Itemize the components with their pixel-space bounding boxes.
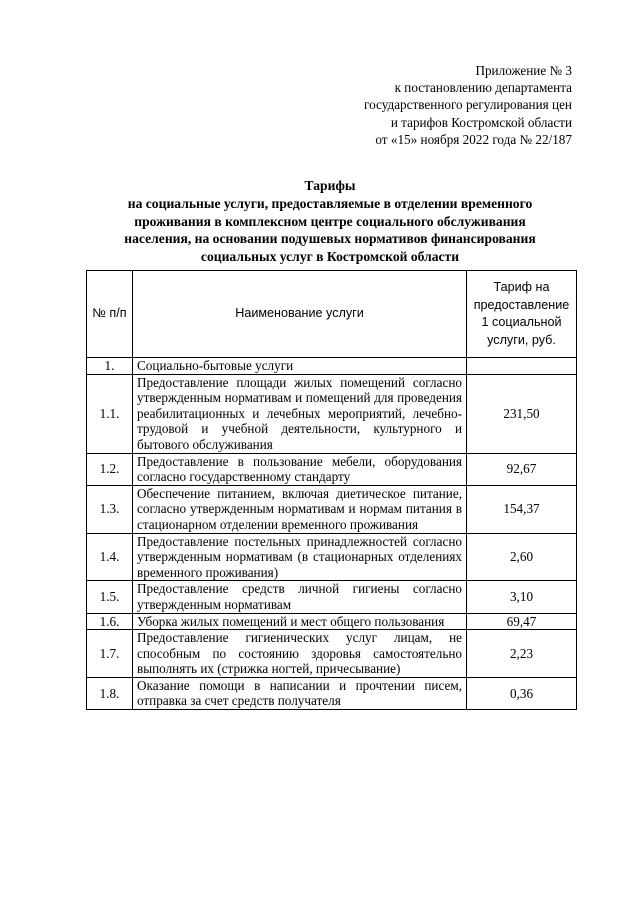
row-price: 2,23 [467, 630, 577, 678]
appendix-line: к постановлению департамента [394, 80, 572, 96]
title-line: социальных услуг в Костромской области [200, 249, 460, 265]
section-row [87, 358, 577, 375]
section-num: 1. [87, 358, 133, 375]
appendix-line: и тарифов Костромской области [390, 114, 572, 130]
appendix-line: от «15» ноября 2022 года № 22/187 [375, 131, 572, 147]
row-name: Предоставление средств личной гигиены согласно утвержденным нормативам [133, 581, 467, 613]
section-price [467, 358, 577, 375]
document-title [96, 177, 564, 266]
row-price: 154,37 [467, 485, 577, 533]
row-name: Обеспечение питанием, включая диетическое питание, согласно утвержденным нормативам и нормам питания в стационарном отделении временного проживания [133, 485, 467, 533]
row-name: Предоставление гигиенических услуг лицам, не способным по состоянию здоровья самостоятельно выполнять их (стрижка ногтей, причесывание) [133, 630, 467, 678]
table-row [87, 485, 577, 533]
section-name: Социально-бытовые услуги [133, 358, 467, 375]
row-num: 1.2. [87, 453, 133, 485]
table-row [87, 630, 577, 678]
appendix-line: государственного регулирования цен [364, 97, 572, 113]
title-heading: Тарифы [304, 178, 356, 193]
table-row [87, 677, 577, 709]
table-header-row [87, 271, 577, 358]
row-price: 92,67 [467, 453, 577, 485]
appendix-block [364, 62, 572, 148]
row-num: 1.6. [87, 613, 133, 630]
row-name: Предоставление постельных принадлежностей согласно утвержденным нормативам (в стационарных отделениях временного проживания) [133, 533, 467, 581]
row-price: 231,50 [467, 374, 577, 453]
row-name: Уборка жилых помещений и мест общего пользования [133, 613, 467, 630]
row-num: 1.3. [87, 485, 133, 533]
tariffs-table [86, 270, 577, 710]
table-row [87, 613, 577, 630]
table-row [87, 374, 577, 453]
header-price: Тариф на предоставление 1 социальной услуги, руб. [467, 271, 577, 358]
title-line: населения, на основании подушевых нормативов финансирования [124, 231, 536, 247]
row-price: 69,47 [467, 613, 577, 630]
row-price: 0,36 [467, 677, 577, 709]
row-num: 1.5. [87, 581, 133, 613]
row-num: 1.1. [87, 374, 133, 453]
row-name: Предоставление площади жилых помещений согласно утвержденным нормативам и помещений для проведения реабилитационных и лечебных мероприятий, лечебно-трудовой и учебной деятельности, культурного и бытового обслуживания [133, 374, 467, 453]
title-line: проживания в комплексном центре социального обслуживания [134, 213, 526, 229]
row-price: 2,60 [467, 533, 577, 581]
table-row [87, 581, 577, 613]
row-price: 3,10 [467, 581, 577, 613]
header-name: Наименование услуги [133, 271, 467, 358]
appendix-line: Приложение № 3 [475, 63, 572, 78]
row-num: 1.7. [87, 630, 133, 678]
row-name: Оказание помощи в написании и прочтении писем, отправка за счет средств получателя [133, 677, 467, 709]
table-row [87, 453, 577, 485]
table-row [87, 533, 577, 581]
row-name: Предоставление в пользование мебели, оборудования согласно государственному стандарту [133, 453, 467, 485]
header-num: № п/п [87, 271, 133, 358]
title-line: на социальные услуги, предоставляемые в отделении временного [127, 195, 533, 211]
row-num: 1.4. [87, 533, 133, 581]
row-num: 1.8. [87, 677, 133, 709]
